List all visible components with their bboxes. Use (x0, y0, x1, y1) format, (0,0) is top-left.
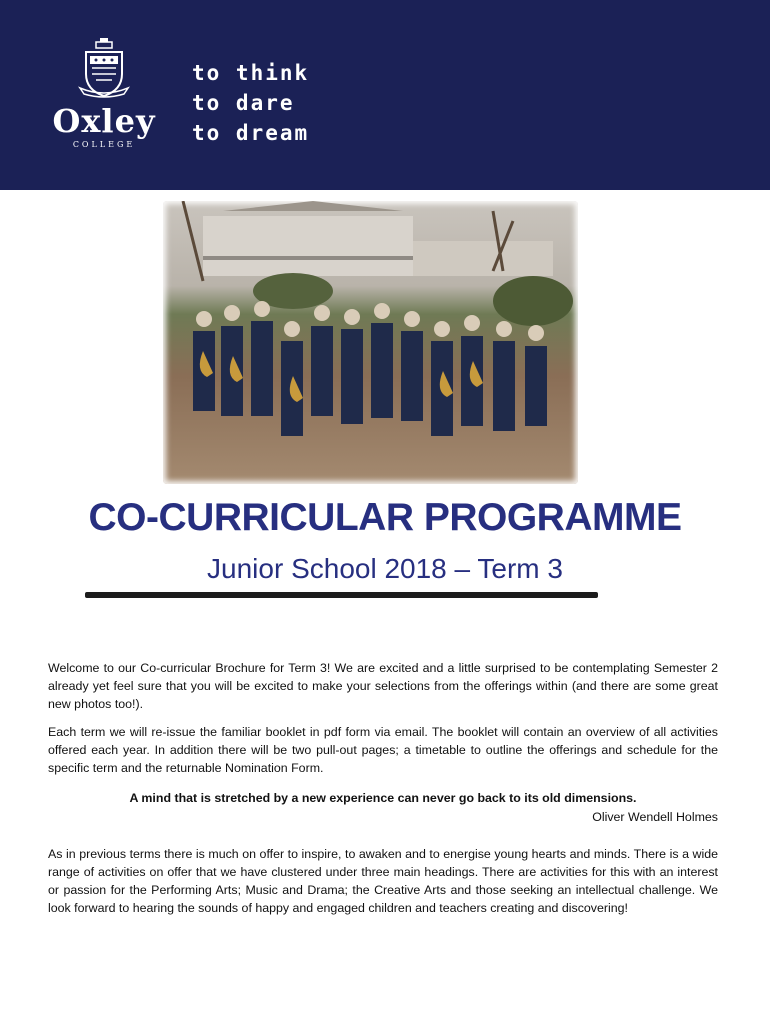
activities-paragraph: As in previous terms there is much on offer to inspire, to awaken and to energise young hearts and minds. There is a wide range of activities on offer that we have clustered under three main headings. There are activities for this with an interest or passion for the Performing Arts; Music and Drama; the Creative Arts and those seeking an intellectual challenge. We look forward to hearing the sounds of happy and engaged children and teachers creating and discovering! (48, 847, 718, 915)
header-banner (0, 0, 770, 190)
quote-text: A mind that is stretched by a new experience can never go back to its old dimensions. (129, 791, 637, 805)
booklet-paragraph: Each term we will re-issue the familiar booklet in pdf form via email. The booklet will contain an overview of all activities offered each year. In addition there will be two pull-out pages; a timetable to outline the offerings and schedule for the specific term and the returnable Nomination Form. (48, 725, 718, 775)
band-photo (163, 201, 578, 484)
quote-author: Oliver Wendell Holmes (592, 810, 718, 824)
intro-paragraph: Welcome to our Co-curricular Brochure for Term 3! We are excited and a little surprised to be contemplating Semester 2 already yet feel sure that you will be excited to make your selections from the offerings within (and there are some great new photos too!). (48, 661, 718, 711)
school-crest (48, 38, 160, 158)
school-motto (192, 58, 309, 148)
shield-icon (78, 38, 130, 100)
page-title: CO-CURRICULAR PROGRAMME (88, 496, 682, 539)
motto-line: to think (192, 61, 310, 85)
title-divider (85, 592, 598, 598)
motto-line: to dream (192, 121, 310, 145)
school-name: Oxley (52, 102, 156, 140)
motto-line: to dare (192, 91, 295, 115)
school-name-sub: COLLEGE (72, 140, 136, 149)
page-subtitle: Junior School 2018 – Term 3 (207, 553, 563, 584)
